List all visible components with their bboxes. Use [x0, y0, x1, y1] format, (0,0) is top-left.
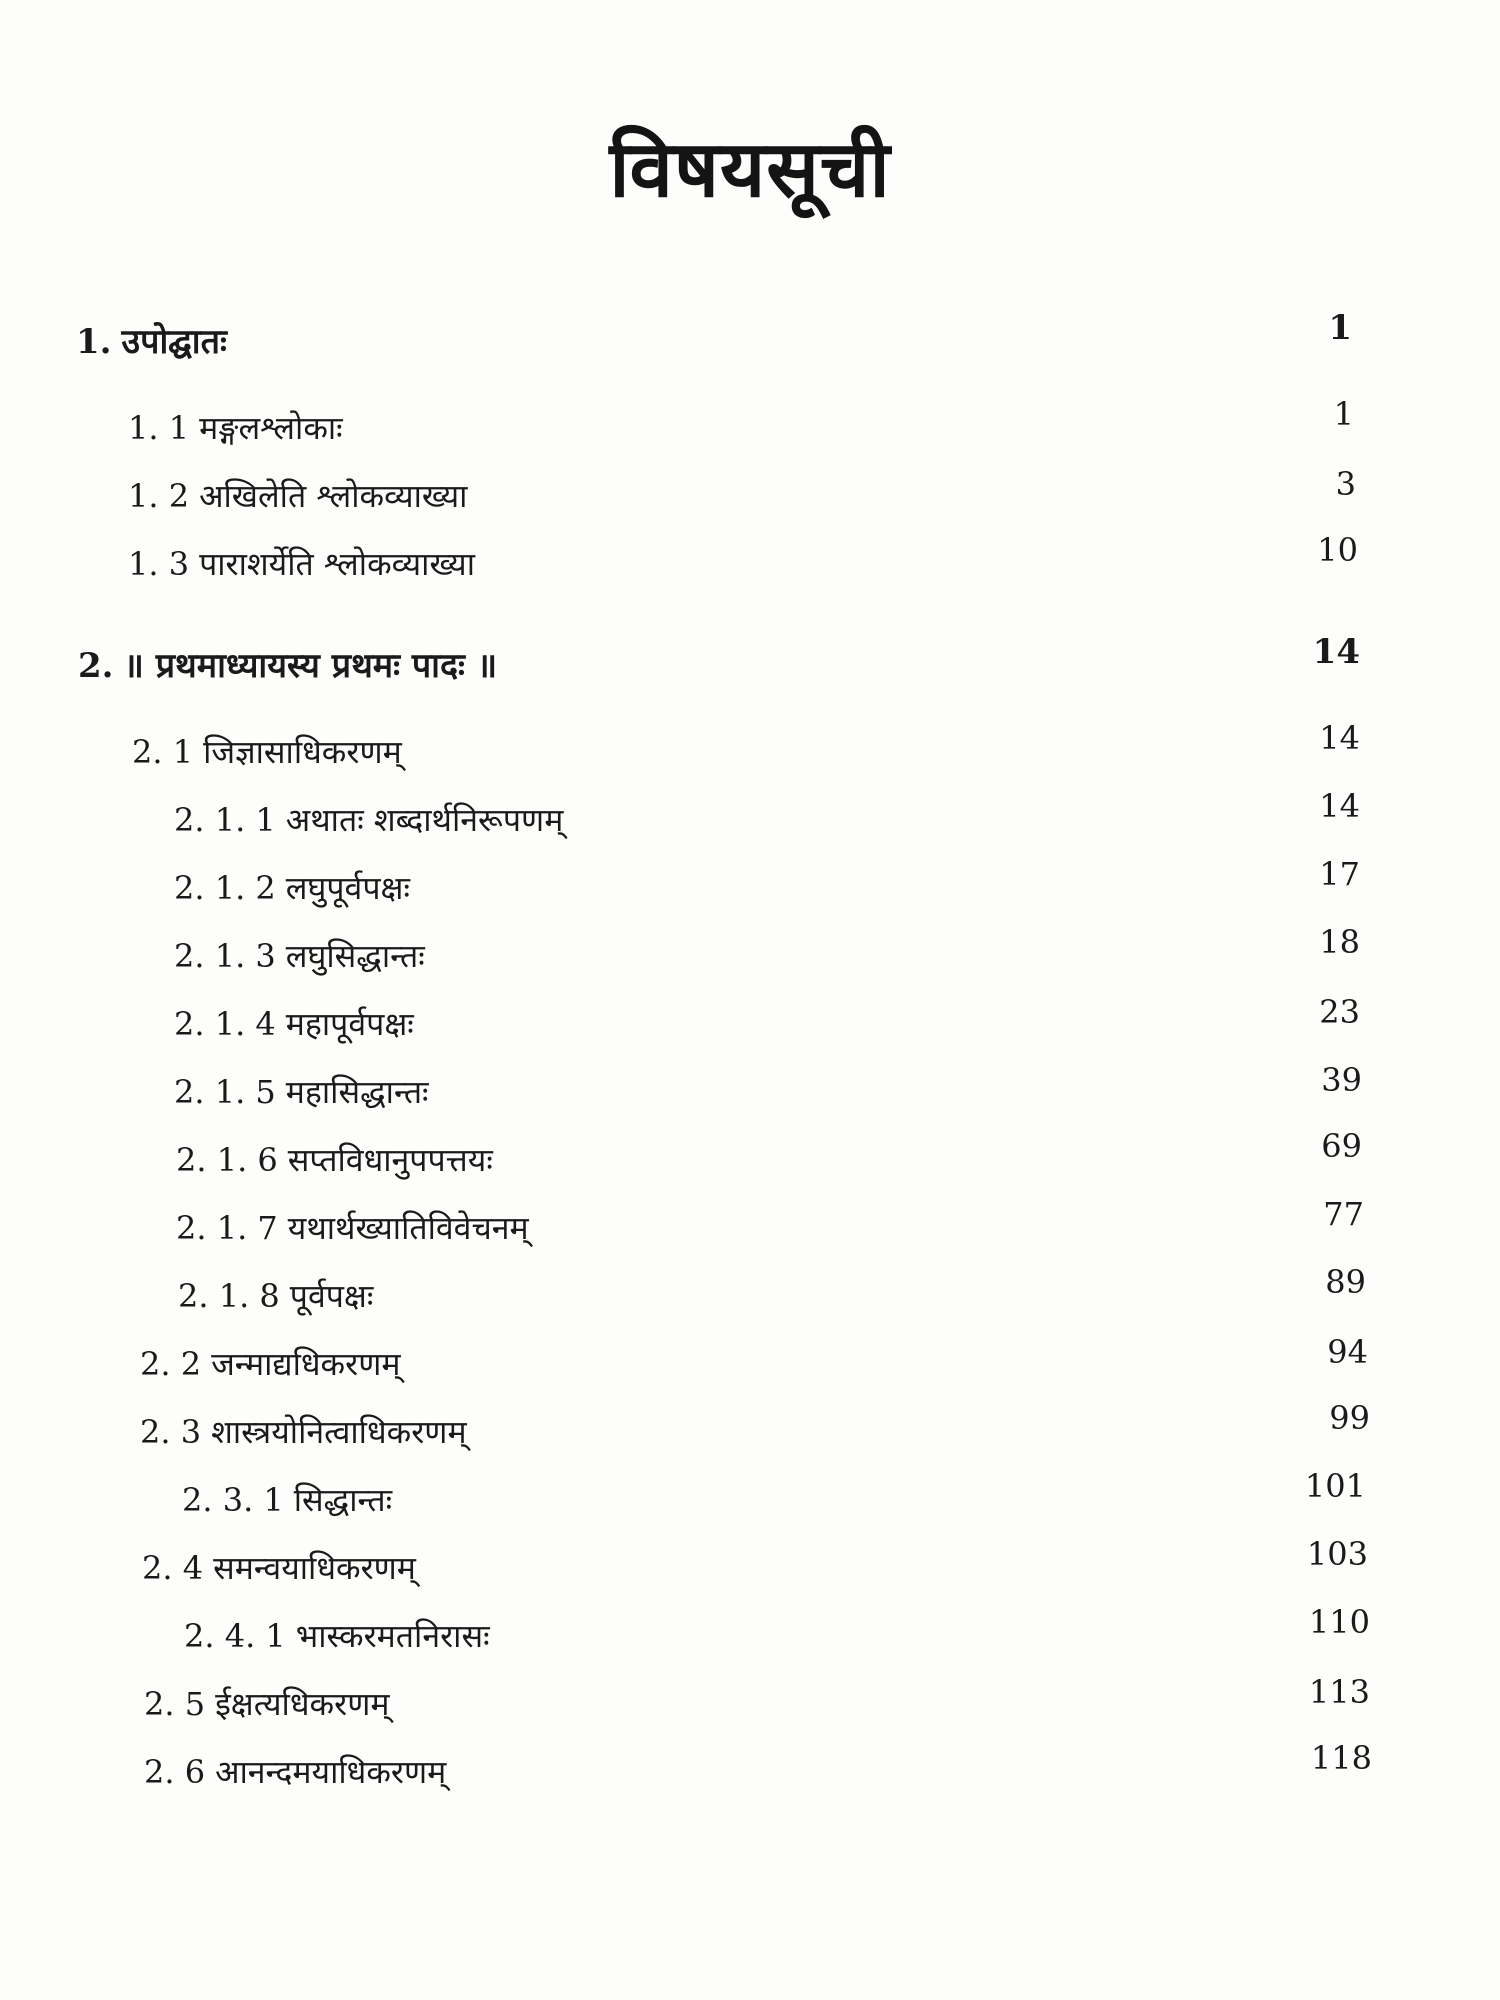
toc-entry — [0, 1535, 1500, 1598]
toc-entry-page: 89 — [1325, 1263, 1366, 1301]
toc-entry-label — [176, 1130, 493, 1190]
toc-entry-label — [144, 1674, 389, 1734]
toc-entry-label — [174, 1062, 429, 1122]
toc-entry-label — [144, 1742, 446, 1802]
toc-entry-label — [184, 1606, 490, 1666]
toc-entry-label — [182, 1470, 392, 1530]
toc-entry-number: 1. 3 — [128, 545, 190, 583]
toc-entry-text: लघुसिद्धान्तः — [285, 937, 425, 975]
toc-entry — [0, 855, 1500, 918]
toc-entry — [0, 308, 1500, 372]
toc-entry-label — [76, 312, 227, 372]
toc-entry — [0, 1263, 1500, 1326]
toc-entry-page: 10 — [1317, 531, 1358, 569]
toc-entry-number: 1. 1 — [128, 409, 190, 447]
toc-entry-text: ईक्षत्यधिकरणम् — [215, 1685, 390, 1723]
toc-entry — [0, 632, 1500, 696]
toc-entry-label — [178, 1266, 373, 1326]
toc-entry-page: 103 — [1306, 1535, 1368, 1573]
toc-entry — [0, 1062, 1500, 1122]
toc-entry-text: समन्वयाधिकरणम् — [213, 1549, 416, 1587]
toc-entry — [0, 1399, 1500, 1462]
toc-entry-page: 17 — [1319, 855, 1360, 893]
toc-entry-text: यथार्थख्यातिविवेचनम् — [287, 1209, 529, 1247]
toc-entry — [0, 1739, 1500, 1802]
toc-entry — [0, 395, 1500, 458]
toc-entry-text: महापूर्वपक्षः — [285, 1005, 414, 1043]
toc-entry — [0, 787, 1500, 850]
toc-entry-page: 1 — [1328, 308, 1352, 348]
toc-entry-number: 2. 4 — [142, 1549, 204, 1587]
toc-entry-number: 2. 1. 6 — [176, 1141, 278, 1179]
toc-entry-text: अथातः शब्दार्थनिरूपणम् — [285, 801, 564, 839]
toc-entry-text: सप्तविधानुपपत्तयः — [287, 1141, 493, 1179]
toc-entry-number: 2. 1. 4 — [174, 1005, 276, 1043]
toc-entry-text: जिज्ञासाधिकरणम् — [203, 733, 402, 771]
toc-entry-label — [140, 1402, 467, 1462]
toc-entry-text: लघुपूर्वपक्षः — [285, 869, 410, 907]
toc-entry-label — [132, 722, 402, 782]
toc-entry-number: 2. 1. 1 — [174, 801, 276, 839]
toc-entry — [0, 1334, 1500, 1394]
toc-entry-label — [128, 466, 467, 526]
toc-entry-number: 2. 2 — [140, 1345, 202, 1383]
toc-entry-page: 3 — [1335, 465, 1356, 503]
toc-entry — [0, 1467, 1500, 1530]
toc-entry-page: 101 — [1304, 1467, 1366, 1505]
toc-entry-label — [174, 926, 425, 986]
toc-entry — [0, 923, 1500, 986]
toc-entry-text: जन्माद्यधिकरणम् — [211, 1345, 401, 1383]
toc-entry-text: उपोद्घातः — [121, 322, 227, 362]
toc-entry-text: ॥ प्रथमाध्यायस्य प्रथमः पादः ॥ — [123, 646, 498, 686]
toc-entry — [0, 531, 1500, 594]
toc-entry-page: 1 — [1333, 395, 1354, 433]
toc-entry-page: 69 — [1321, 1127, 1362, 1165]
toc-entry-number: 2. 1. 2 — [174, 869, 276, 907]
toc-entry-page: 23 — [1319, 993, 1360, 1031]
toc-entry-number: 2. 6 — [144, 1753, 206, 1791]
toc-entry-page: 39 — [1321, 1061, 1362, 1099]
toc-entry-page: 14 — [1319, 787, 1360, 825]
toc-entry-page: 99 — [1329, 1399, 1370, 1437]
toc-entry-text: भास्करमतनिरासः — [295, 1617, 490, 1655]
toc-entry-page: 110 — [1308, 1603, 1370, 1641]
toc-entry-label — [78, 636, 497, 696]
toc-entry — [0, 1195, 1500, 1258]
toc-entry-page: 77 — [1323, 1195, 1364, 1233]
toc-entry-number: 2. 3 — [140, 1413, 202, 1451]
toc-entry — [0, 994, 1500, 1054]
toc-entry-number: 2. 5 — [144, 1685, 206, 1723]
toc-entry-text: महासिद्धान्तः — [285, 1073, 429, 1111]
toc-entry-text: मङ्गलश्लोकाः — [199, 409, 343, 447]
toc-entry — [0, 1127, 1500, 1190]
toc-entry-number: 2. 1. 7 — [176, 1209, 278, 1247]
toc-entry-label — [174, 858, 410, 918]
toc-entry — [0, 1674, 1500, 1734]
toc-entry-number: 2. 1 — [132, 733, 194, 771]
toc-entry-label — [142, 1538, 416, 1598]
toc-entry-number: 2. 1. 5 — [174, 1073, 276, 1111]
toc-entry-text: सिद्धान्तः — [293, 1481, 393, 1519]
toc-entry-label — [128, 534, 475, 594]
toc-entry — [0, 719, 1500, 782]
toc-entry-label — [128, 398, 343, 458]
toc-entry-number: 1. — [76, 322, 112, 362]
toc-entry-number: 2. 3. 1 — [182, 1481, 284, 1519]
toc-entry-page: 18 — [1319, 923, 1360, 961]
toc-entry-number: 2. 1. 3 — [174, 937, 276, 975]
toc-entry-label — [176, 1198, 529, 1258]
toc-entry-page: 14 — [1312, 632, 1360, 672]
toc-entry-page: 118 — [1310, 1739, 1372, 1777]
toc-entry-text: अखिलेति श्लोकव्याख्या — [199, 477, 468, 515]
toc-entry-page: 113 — [1308, 1673, 1370, 1711]
toc-entry — [0, 1603, 1500, 1666]
toc-entry-text: पूर्वपक्षः — [289, 1277, 374, 1315]
toc-entry-label — [174, 994, 414, 1054]
toc-entry-number: 2. 1. 8 — [178, 1277, 280, 1315]
toc-entry-number: 2. — [78, 646, 114, 686]
toc-entry-label — [140, 1334, 400, 1394]
toc-entry-number: 2. 4. 1 — [184, 1617, 286, 1655]
toc-entry-text: आनन्दमयाधिकरणम् — [215, 1753, 447, 1791]
toc-entry-label — [174, 790, 563, 850]
toc-entry-page: 94 — [1327, 1333, 1368, 1371]
toc-entry-page: 14 — [1319, 719, 1360, 757]
page-title: विषयसूची — [609, 125, 891, 215]
toc-entry-text: शास्त्रयोनित्वाधिकरणम् — [211, 1413, 467, 1451]
toc-entry-text: पाराशर्येति श्लोकव्याख्या — [199, 545, 476, 583]
toc-entry — [0, 466, 1500, 526]
toc-entry-number: 1. 2 — [128, 477, 190, 515]
